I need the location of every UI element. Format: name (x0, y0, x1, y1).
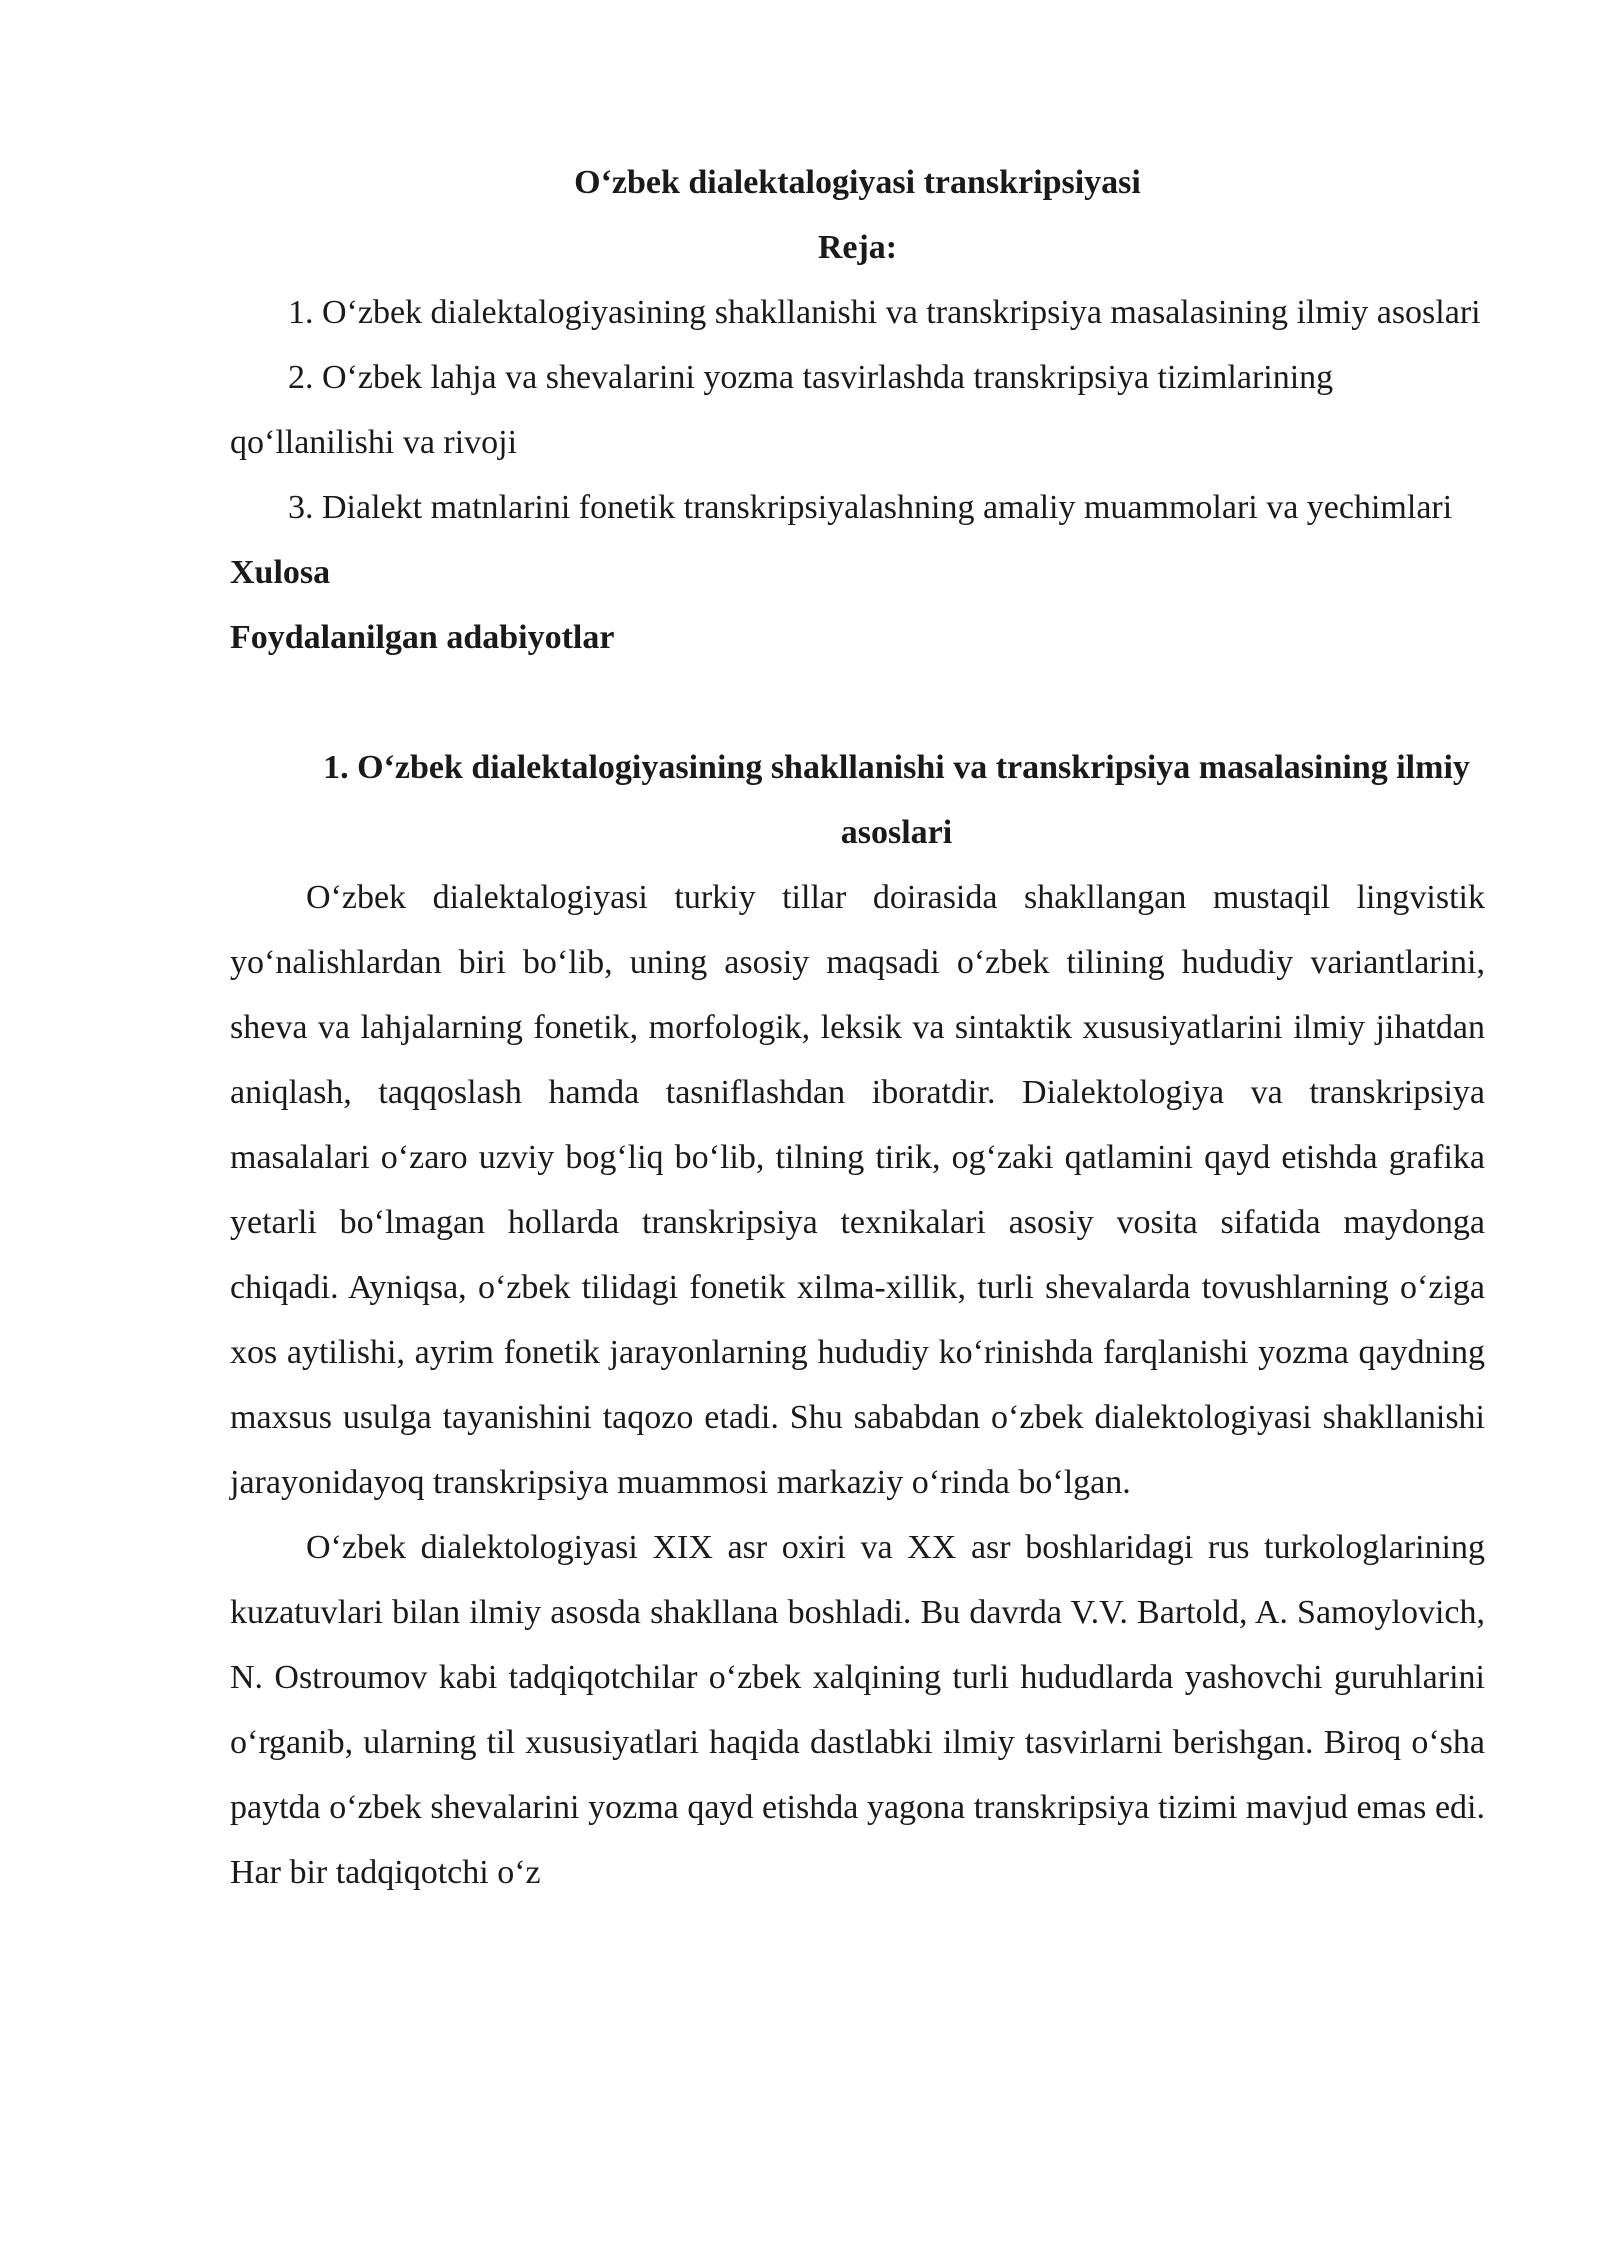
plan-item-3: 3. Dialekt matnlarini fonetik transkripsiyalashning amaliy muammolari va yechimlari (288, 489, 1453, 526)
document-page (230, 150, 1485, 1905)
plan-item-2: 2. O‘zbek lahja va shevalarini yozma tasvirlashda transkripsiya tizimlarining qo‘llanilishi va rivoji (230, 359, 1334, 461)
document-title: O‘zbek dialektalogiyasi transkripsiyasi (574, 164, 1141, 201)
conclusion-label: Xulosa (230, 554, 331, 591)
spacer (230, 670, 1485, 735)
references-label: Foydalanilgan adabiyotlar (230, 619, 615, 656)
section-1-heading: 1. O‘zbek dialektalogiyasining shakllanishi va transkripsiya masalasining ilmiy asoslari (323, 749, 1470, 851)
plan-item-1: 1. O‘zbek dialektalogiyasining shakllanishi va transkripsiya masalasining ilmiy asoslari (288, 294, 1481, 331)
paragraph-2: O‘zbek dialektologiyasi XIX asr oxiri va XX asr boshlaridagi rus turkologlarining kuzatuvlari bilan ilmiy asosda shakllana boshladi. Bu davrda V.V. Bartold, A. Samoylovich, N. Ostroumov kabi tadqiqotchilar o‘zbek xalqining turli hududlarda yashovchi guruhlarini o‘rganib, ularning til xususiyatlari haqida dastlabki ilmiy tasvirlarni berishgan. Biroq o‘sha paytda o‘zbek shevalarini yozma qayd etishda yagona transkripsiya tizimi mavjud emas edi. Har bir tadqiqotchi o‘z (230, 1529, 1485, 1891)
plan-label: Reja: (817, 229, 898, 266)
paragraph-1: O‘zbek dialektalogiyasi turkiy tillar doirasida shakllangan mustaqil lingvistik yo‘nalishlardan biri bo‘lib, uning asosiy maqsadi o‘zbek tilining hududiy variantlarini, sheva va lahjalarning fonetik, morfologik, leksik va sintaktik xususiyatlarini ilmiy jihatdan aniqlash, taqqoslash hamda tasniflashdan iboratdir. Dialektologiya va transkripsiya masalalari o‘zaro uzviy bog‘liq bo‘lib, tilning tirik, og‘zaki qatlamini qayd etishda grafika yetarli bo‘lmagan hollarda transkripsiya texnikalari asosiy vosita sifatida maydonga chiqadi. Ayniqsa, o‘zbek tilidagi fonetik xilma-xillik, turli shevalarda tovushlarning o‘ziga xos aytilishi, ayrim fonetik jarayonlarning hududiy ko‘rinishda farqlanishi yozma qaydning maxsus usulga tayanishini taqozo etadi. Shu sababdan o‘zbek dialektologiyasi shakllanishi jarayonidayoq transkripsiya muammosi markaziy o‘rinda bo‘lgan. (230, 879, 1485, 1501)
plan-list (230, 280, 1485, 540)
